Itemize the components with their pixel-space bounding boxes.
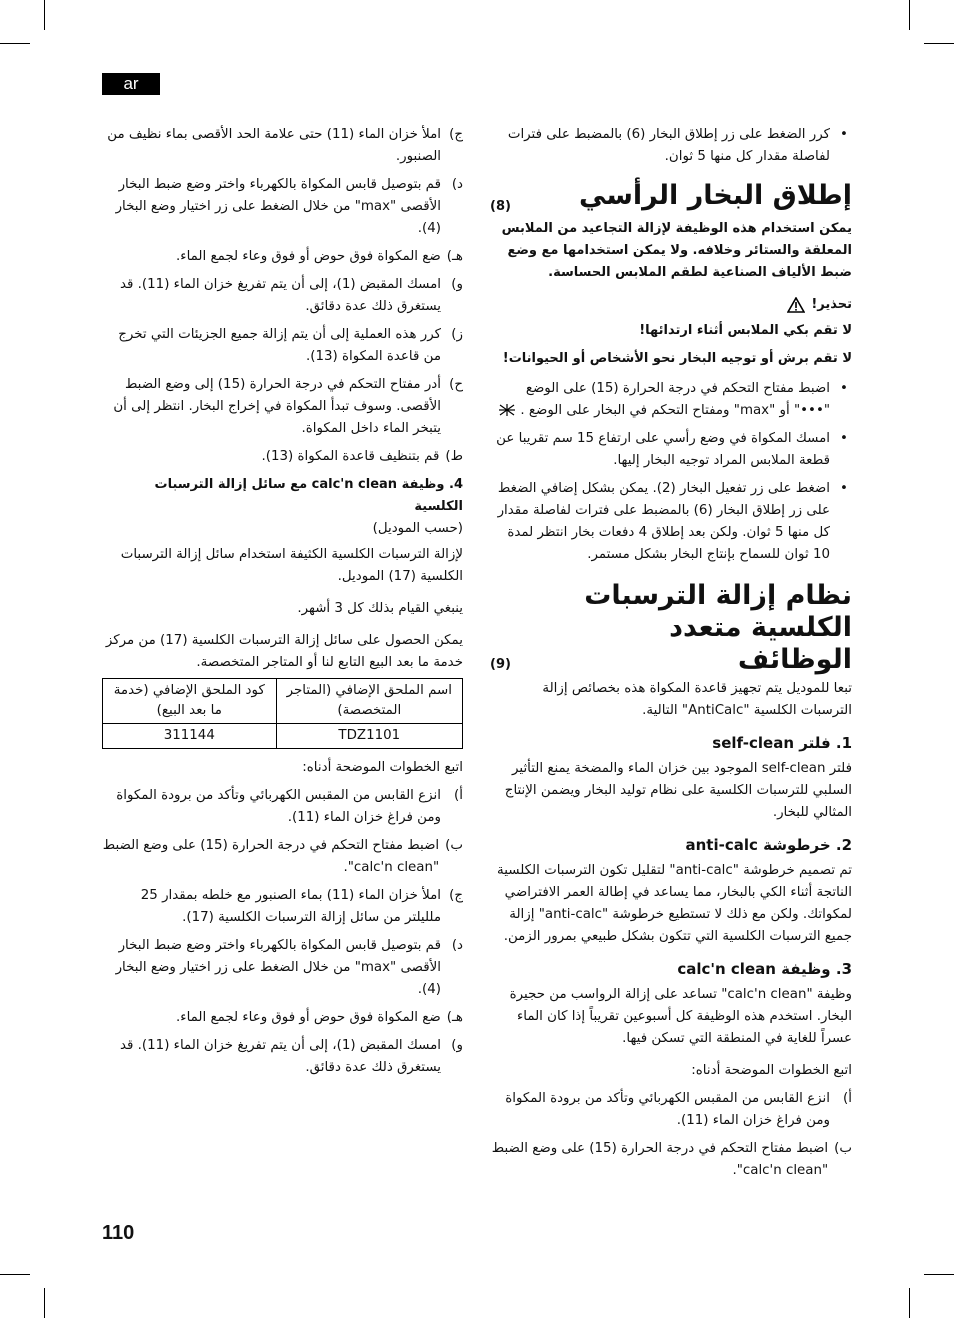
section-9-heading	[490, 644, 852, 678]
paragraph: ينبغي القيام بذلك كل 3 أشهر.	[297, 601, 463, 616]
subheading: 4. وظيفة calc'n clean مع سائل إزالة الترسبات الكلسية	[154, 477, 463, 514]
steam-max-icon	[498, 403, 516, 417]
list-item: ط) قم بتنظيف قاعدة المكواة (13).	[261, 449, 463, 464]
list-item: د) قم بتوصيل قابس المكواة بالكهرباء واختر وضع ضبط البخار الأقصى "max" من خلال الضغط على زر اختيار وضع البخار (4).	[115, 938, 463, 997]
right-column	[490, 124, 852, 1188]
crop-mark	[909, 0, 910, 30]
list-item: هـ) ضع المكواة فوق حوض أو فوق وعاء لجمع الماء.	[176, 249, 463, 264]
paragraph: اتبع الخطوات الموضحة أدناه:	[302, 760, 463, 775]
subheading: 2. خرطوشة anti-calc	[685, 836, 852, 854]
warning	[490, 294, 852, 316]
list-item: و) امسك المقبض (1)، إلى أن يتم تفريغ خزان الماء (11). قد يستغرق ذلك عدة دقائق.	[119, 277, 463, 314]
list-item: ج) املأ خزان الماء (11) حتى علامة الحد الأقصى بماء نظيف من الصنبور.	[107, 127, 463, 164]
paragraph: اتبع الخطوات الموضحة أدناه:	[691, 1063, 852, 1078]
warning-label: تحذير!	[811, 297, 852, 312]
section-title: الوظائف	[737, 644, 852, 675]
page-number: 110	[102, 1222, 135, 1244]
section-ref: (8)	[490, 199, 511, 214]
subheading: 3. وظيفة calc'n clean	[677, 960, 852, 978]
crop-mark	[0, 1274, 30, 1275]
list-item: ج) املأ خزان الماء (11) بماء الصنبور مع خلطه بمقدار 25 ملليلتر من سائل إزالة الترسبات الكلسية (17).	[140, 888, 463, 925]
list-item: ز) كرر هذه العملية إلى أن يتم إزالة جميع الجزيئات التي تخرج من قاعدة المكواة (13).	[118, 327, 463, 364]
list-item: • امسك المكواة في وضع رأسي على ارتفاع 15 سم تقريبا عن قطعة الملابس المراد توجيه البخار إليها.	[496, 431, 848, 468]
list-item: • كرر الضغط على زر إطلاق البخار (6) بالمضبط على فترات لفاصلة مقدار كل منها 5 ثوان.	[507, 127, 848, 164]
list-item: • اضبط مفتاح التحكم في درجة الحرارة (15) على الوضع "•••" أو "max" ومفتاح التحكم في البخار على الوضع .	[490, 378, 852, 422]
section-title: إطلاق البخار الرأسي	[579, 180, 852, 211]
section-ref: (9)	[490, 657, 511, 672]
left-column	[102, 124, 463, 1085]
list-item: ب) اضبط مفتاح التحكم في درجة الحرارة (15) على وضع الضبط "calc'n clean".	[102, 838, 463, 875]
paragraph: لإزالة الترسبات الكلسية الكثيفة استخدام سائل إزالة الترسبات الكلسية (17) الموديل.	[120, 547, 463, 584]
warning-text: لا تقم بكي الملابس أثناء ارتدائها!	[639, 323, 852, 338]
list-item: ح) أدر مفتاح التحكم في درجة الحرارة (15) إلى وضع الضبط الأقصى. وسوف تبدأ المكواة في إخراج البخار. انتظر إلى أن يتبخر الماء داخل المكواة.	[113, 377, 463, 436]
crop-mark	[924, 43, 954, 44]
paragraph: تم تصميم خرطوشة "anti-calc" لتقليل تكون الترسبات الكلسية الناتجة أثناء الكي بالبخار، مما يساعد في إطالة العمر الافتراضي لمكواتك. ولكن مع ذلك لا تستطيع خرطوشة "anti-calc" إزالة جميع الترسبات الكلسية التي تتكون بشكل طبيعي بمرور الزمن.	[497, 863, 852, 944]
paragraph: تبعا للموديل يتم تجهيز قاعدة المكواة هذه بخصائص إزالة الترسبات الكلسية "AntiCalc" التالية.	[542, 681, 852, 718]
crop-mark	[924, 1274, 954, 1275]
list-item: ب) اضبط مفتاح التحكم في درجة الحرارة (15) على وضع الضبط "calc'n clean".	[491, 1141, 852, 1178]
accessory-table	[102, 678, 463, 749]
table-header: كود الملحق الإضافي (خدمة ما بعد البيع)	[103, 679, 277, 724]
table-cell: 311144	[103, 724, 277, 749]
section-description: يمكن استخدام هذه الوظيفة لإزالة التجاعيد من الملابس المعلقة والستائر وخلافه. ولا يمكن استخدامها مع وضع ضبط الألياف الصناعية لطقم الملابس الحساسة.	[501, 221, 852, 280]
crop-mark	[44, 1288, 45, 1318]
table-header: اسم الملحق الإضافي (المتاجر المتخصصة)	[276, 679, 462, 724]
paragraph: وظيفة "calc'n clean" تساعد على إزالة الرواسب من حجيرة البخار. استخدم هذه الوظيفة كل أسبوعين تقريباً إذا كان الماء عسراً للغاية في المنطقة التي تسكن فيها.	[509, 987, 852, 1046]
paragraph: فلتر self-clean الموجود بين خزان الماء والمضخة يمنع التأثير السلبي للترسبات الكلسية على نظام توليد البخار ويضمن الإنتاج المثالي للبخار.	[504, 761, 852, 820]
list-item: هـ) ضع المكواة فوق حوض أو فوق وعاء لجمع الماء.	[176, 1010, 463, 1025]
section-title: نظام إزالة الترسبات الكلسية متعدد	[584, 580, 852, 643]
table-cell: TDZ1101	[276, 724, 462, 749]
list-item: أ) انزع القابس من المقبس الكهربائي وتأكد من برودة المكواة ومن فراغ خزان الماء (11).	[116, 788, 463, 825]
subheading: 1. فلتر self-clean	[712, 734, 852, 752]
warning-text: لا تقم برش أو توجيه البخار نحو الأشخاص أو الحيوانات!	[502, 351, 852, 366]
section-8-heading	[490, 180, 852, 218]
paragraph: (حسب الموديل)	[372, 521, 463, 536]
crop-mark	[44, 0, 45, 30]
paragraph: يمكن الحصول على سائل إزالة الترسبات الكلسية (17) من مركز خدمة ما بعد البيع التابع لنا أو المتاجر المتخصصة.	[105, 633, 463, 670]
crop-mark	[0, 43, 30, 44]
list-item: و) امسك المقبض (1)، إلى أن يتم تفريغ خزان الماء (11). قد يستغرق ذلك عدة دقائق.	[119, 1038, 463, 1075]
warning-triangle-icon	[787, 297, 805, 313]
list-item: د) قم بتوصيل قابس المكواة بالكهرباء واختر وضع ضبط البخار الأقصى "max" من خلال الضغط على زر اختيار وضع البخار (4).	[115, 177, 463, 236]
list-item: • اضغط على زر تفعيل البخار (2). يمكن بشكل إضافي الضغط على زر إطلاق البخار (6) بالمضبط على فترات لفاصلة مقدار كل منها 5 ثوان. ولكن بعد إطلاق 4 دفعات بخار انتظر لمدة 10 ثوان للسماح بإنتاج البخار بشكل مستمر.	[497, 481, 848, 562]
language-tab: ar	[102, 73, 160, 95]
list-item: أ) انزع القابس من المقبس الكهربائي وتأكد من برودة المكواة ومن فراغ خزان الماء (11).	[505, 1091, 852, 1128]
crop-mark	[909, 1288, 910, 1318]
